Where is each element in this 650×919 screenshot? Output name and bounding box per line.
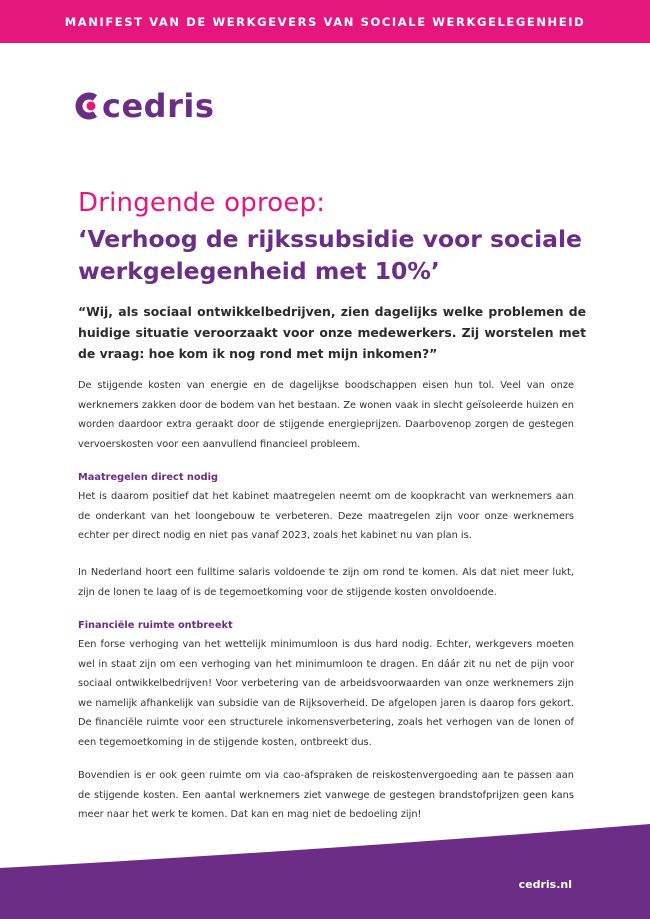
section-heading: Maatregelen direct nodig: [78, 472, 219, 483]
paragraph: Het is daarom positief dat het kabinet maatregelen neemt om de koopkracht van werknemers aan de onderkant van het loongebouw te verbeteren. Deze maatregelen zijn voor onze werknemers echter per direct nodig en niet pas vanaf 2023, zoals het kabinet nu van plan is.: [78, 491, 574, 541]
section-heading: Financiële ruimte ontbreekt: [78, 620, 233, 631]
paragraph: Bovendien is er ook geen ruimte om via cao-afspraken de reiskostenvergoeding aan te passen aan de stijgende kosten. Een aantal werknemers ziet vanwege de gestegen brandstofprijzen geen kans meer naar het werk te komen. Dat kan en mag niet de bedoeling zijn!: [78, 770, 574, 820]
cedris-logo-mark-icon: [73, 88, 101, 124]
footer-wave: [0, 824, 650, 919]
paragraph: In Nederland hoort een fulltime salaris voldoende te zijn om rond te komen. Als dat niet meer lukt, zijn de lonen te laag of is de tegemoetkoming voor de stijgende kosten onvoldoende.: [78, 567, 574, 598]
logo-wordmark: cedris: [102, 87, 215, 125]
paragraph: De stijgende kosten van energie en de dagelijkse boodschappen eisen hun tol. Veel van onze werknemers zakken door de bodem van het bestaan. Ze wonen vaak in slecht geïsoleerde huizen en worden daardoor extra geraakt door de stijgende energieprijzen. Daarbovenop zorgen de gestegen vervoerskosten voor een aanvullend financieel probleem.: [78, 380, 574, 450]
paragraph: Een forse verhoging van het wettelijk minimumloon is dus hard nodig. Echter, werkgevers moeten wel in staat zijn om een verhoging van het minimumloon te dragen. En dáár zit nu net de pijn voor sociaal ontwikkelbedrijven! Voor verbetering van de arbeidsvoorwaarden van onze werknemers zijn we namelijk afhankelijk van subsidie van de Rijksoverheid. De afgelopen jaren is daarop fors gekort. De financiële ruimte voor een structurele inkomensverbetering, zoals het verhogen van de lonen of een tegemoetkoming in de stijgende kosten, ontbreekt dus.: [78, 639, 574, 748]
header-bar: [0, 0, 650, 43]
intro-quote: “Wij, als sociaal ontwikkelbedrijven, zien dagelijks welke problemen de huidige situatie veroorzaakt voor onze medewerkers. Zij worstelen met de vraag: hoe kom ik nog rond met mijn inkomen?”: [78, 304, 586, 361]
cedris-logo: [73, 88, 214, 124]
page-title: ‘Verhoog de rijkssubsidie voor sociale werkgelegenheid met 10%’: [78, 225, 582, 285]
footer-website[interactable]: cedris.nl: [518, 878, 572, 891]
header-title: MANIFEST VAN DE WERKGEVERS VAN SOCIALE WERKGELEGENHEID: [64, 14, 586, 29]
page-title-intro: Dringende oproep:: [78, 188, 326, 218]
